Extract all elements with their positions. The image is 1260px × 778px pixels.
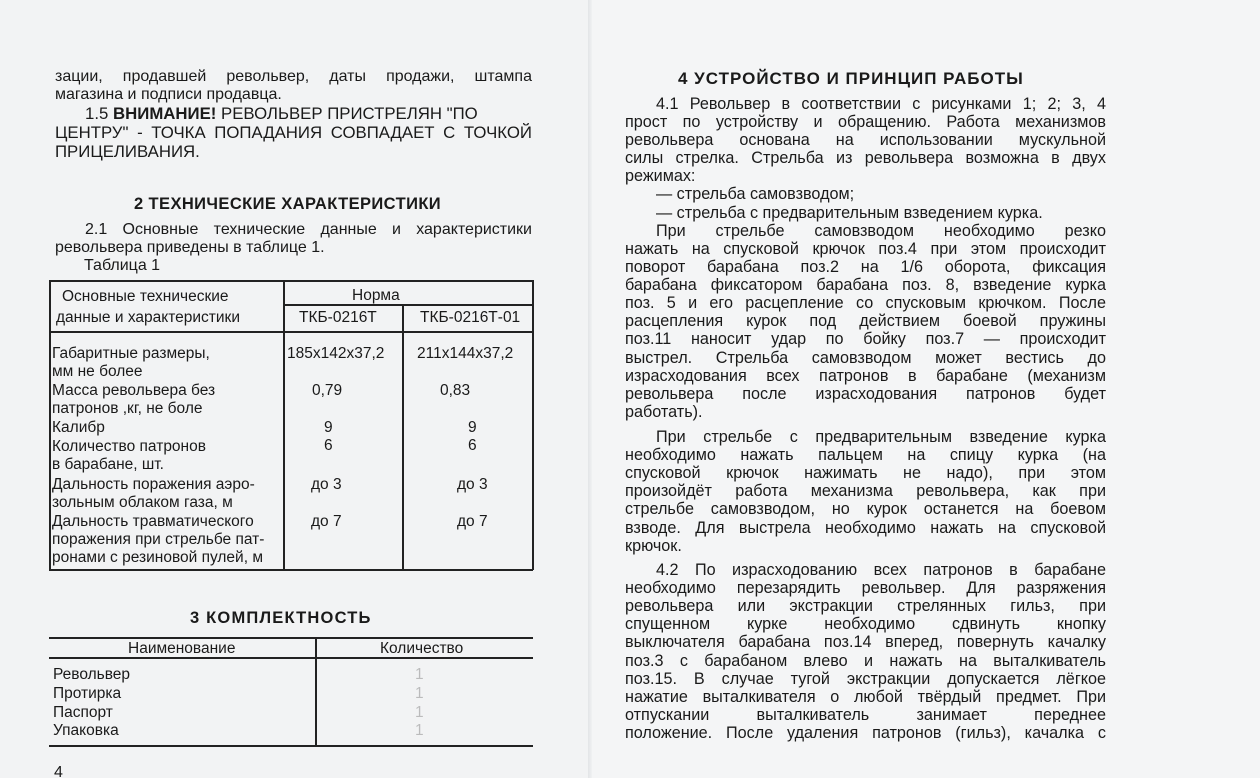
body-line: расцепления курок под действием боевой пружины bbox=[625, 312, 1106, 330]
table-1-row-label: мм не более bbox=[52, 363, 143, 380]
body-line: спусковой крючок нажимать не надо), при этом bbox=[625, 464, 1106, 482]
body-line: 4.1 Револьвер в соответствии с рисунками 1; 2; 3, 4 bbox=[656, 95, 1106, 113]
table-2-row-name: Упаковка bbox=[53, 722, 119, 739]
table-1-row-value-1: до 3 bbox=[311, 476, 342, 493]
body-line: стрельбе самовзводом, но курок останется на боевом bbox=[625, 500, 1106, 518]
table-1-row-label: Габаритные размеры, bbox=[52, 345, 210, 362]
table-1-row-label: Дальность травматического bbox=[52, 513, 254, 530]
table-1-row-value-2: 211x144x37,2 bbox=[417, 345, 514, 362]
table-1-row-value-2: до 3 bbox=[457, 476, 488, 493]
table-1-header-label-1: Основные технические bbox=[62, 288, 229, 305]
table-1-row-value-1: 185x142x37,2 bbox=[287, 345, 385, 362]
table-1-row-label: зольным облаком газа, м bbox=[52, 494, 233, 511]
body-line: При стрельбе самовзводом необходимо резко bbox=[656, 222, 1106, 240]
warning-number: 1.5 bbox=[85, 104, 109, 123]
body-line: поворот барабана поз.2 на 1/6 оборота, фиксация bbox=[625, 258, 1106, 276]
table-2-header-qty: Количество bbox=[380, 640, 464, 657]
table-1-row-value-2: 6 bbox=[468, 437, 477, 454]
table-1-row-label: Масса револьвера без bbox=[52, 382, 216, 399]
table-1-row-value-1: до 7 bbox=[311, 513, 342, 530]
body-line: нажать на спусковой крючок поз.4 при этом происходит bbox=[625, 240, 1106, 258]
section-3-title: 3 КОМПЛЕКТНОСТЬ bbox=[190, 609, 372, 627]
intro-line-1: зации, продавшей револьвер, даты продажи, штампа bbox=[55, 68, 532, 85]
body-line: израсходования всех патронов в барабане (механизм bbox=[625, 367, 1106, 385]
table-1-row-label: Количество патронов bbox=[52, 438, 206, 455]
table-1-row-value-2: до 7 bbox=[457, 513, 488, 530]
table-2-row-qty: 1 bbox=[415, 704, 424, 721]
body-line: режимах: bbox=[625, 167, 696, 185]
table-1-row-label: поражения при стрельбе пат- bbox=[52, 531, 265, 548]
body-line: револьвера или экстракции стрелянных гильз, при bbox=[625, 597, 1106, 615]
table-1-caption: Таблица 1 bbox=[84, 257, 161, 274]
body-line: силы стрелка. Стрельба из револьвера возможна в двух bbox=[625, 149, 1106, 167]
intro-line-2: магазина и подписи продавца. bbox=[55, 86, 282, 103]
left-page bbox=[0, 0, 592, 778]
body-line: спущенном курке необходимо сдвинуть кнопку bbox=[625, 615, 1106, 633]
table-2-header-name: Наименование bbox=[128, 640, 236, 657]
section-2-title: 2 ТЕХНИЧЕСКИЕ ХАРАКТЕРИСТИКИ bbox=[134, 195, 442, 213]
table-2-row-name: Паспорт bbox=[53, 704, 113, 721]
table-1-header-norm: Норма bbox=[352, 287, 400, 304]
table-1-row-value-2: 9 bbox=[468, 419, 477, 436]
warning-bold: ВНИМАНИЕ! bbox=[113, 104, 217, 123]
body-line: поз. 5 и его расцепление со спусковым крючком. После bbox=[625, 294, 1106, 312]
body-line: револьвера после израсходования патронов будет bbox=[625, 385, 1106, 403]
body-line: произойдёт работа механизма револьвера, как при bbox=[625, 482, 1106, 500]
body-line: барабана фиксатором барабана поз. 8, взведение курка bbox=[625, 276, 1106, 294]
body-line: поз.15. В случае тугой экстракции допускается лёгкое bbox=[625, 670, 1106, 688]
table-1-row-label: патронов ,кг, не боле bbox=[52, 400, 203, 417]
table-1-row-value-1: 6 bbox=[324, 437, 333, 454]
table-2-row-name: Протирка bbox=[53, 685, 122, 702]
body-line: взводе. Для выстрела необходимо нажать на спусковой bbox=[625, 519, 1106, 537]
table-1-header-model-2: ТКБ-0216Т-01 bbox=[420, 309, 521, 326]
body-line: положение. После удаления патронов (гильз), качалка с bbox=[625, 724, 1106, 742]
table-1-row-label: в барабане, шт. bbox=[52, 456, 164, 473]
table-2-row-name: Револьвер bbox=[53, 666, 131, 683]
table-1-header-label-2: данные и характеристики bbox=[56, 309, 240, 326]
table-1-row-label: Калибр bbox=[52, 419, 105, 436]
body-line: необходимо нажать пальцем на спицу курка (на bbox=[625, 446, 1106, 464]
table-2-row-qty: 1 bbox=[415, 666, 424, 683]
body-line: — стрельба с предварительным взведением курка. bbox=[656, 204, 1043, 222]
warning-line-3: ПРИЦЕЛИВАНИЯ. bbox=[55, 142, 200, 161]
table-1-row-value-1: 9 bbox=[324, 419, 333, 436]
body-line: При стрельбе с предварительным взведение курка bbox=[656, 428, 1106, 446]
body-line: работать). bbox=[625, 403, 703, 421]
body-line: отпускании выталкиватель занимает переднее bbox=[625, 706, 1106, 724]
body-line: 4.2 По израсходованию всех патронов в барабане bbox=[656, 561, 1106, 579]
section-2-text-2: револьвера приведены в таблице 1. bbox=[55, 239, 325, 256]
body-line: выстрел. Стрельба самовзводом может вестись до bbox=[625, 349, 1106, 367]
warning-line-1 bbox=[85, 105, 532, 123]
table-1-row-label: Дальность поражения аэро- bbox=[52, 476, 255, 493]
body-line: выключателя барабана поз.14 вперед, повернуть качалку bbox=[625, 633, 1106, 651]
section-2-text-1: 2.1 Основные технические данные и характеристики bbox=[85, 221, 532, 238]
body-line: — стрельба самовзводом; bbox=[656, 185, 855, 203]
body-line: нажатие выталкивателя о любой твёрдый предмет. При bbox=[625, 688, 1106, 706]
table-1-header-model-1: ТКБ-0216Т bbox=[299, 309, 377, 326]
body-line: крючок. bbox=[625, 537, 682, 555]
table-1-row-label: ронами с резиновой пулей, м bbox=[52, 549, 263, 566]
body-line: револьвера основана на использовании мускульной bbox=[625, 131, 1106, 149]
warning-rest: РЕВОЛЬВЕР ПРИСТРЕЛЯН "ПО bbox=[221, 104, 478, 123]
table-2-row-qty: 1 bbox=[415, 685, 424, 702]
body-line: необходимо перезарядить револьвер. Для разряжения bbox=[625, 579, 1106, 597]
table-1-row-value-1: 0,79 bbox=[312, 382, 343, 399]
right-page bbox=[592, 0, 1260, 778]
body-line: поз.11 наносит удар по бойку поз.7 — происходит bbox=[625, 330, 1106, 348]
body-line: поз.3 с барабаном влево и нажать на выталкиватель bbox=[625, 652, 1106, 670]
warning-line-2: ЦЕНТРУ" - ТОЧКА ПОПАДАНИЯ СОВПАДАЕТ С ТОЧКОЙ bbox=[55, 123, 532, 142]
table-1-row-value-2: 0,83 bbox=[440, 382, 471, 399]
table-2-row-qty: 1 bbox=[415, 722, 424, 739]
page-number-left: 4 bbox=[54, 764, 63, 778]
body-line: прост по устройству и обращению. Работа механизмов bbox=[625, 113, 1106, 131]
section-4-title: 4 УСТРОЙСТВО И ПРИНЦИП РАБОТЫ bbox=[678, 69, 1024, 88]
